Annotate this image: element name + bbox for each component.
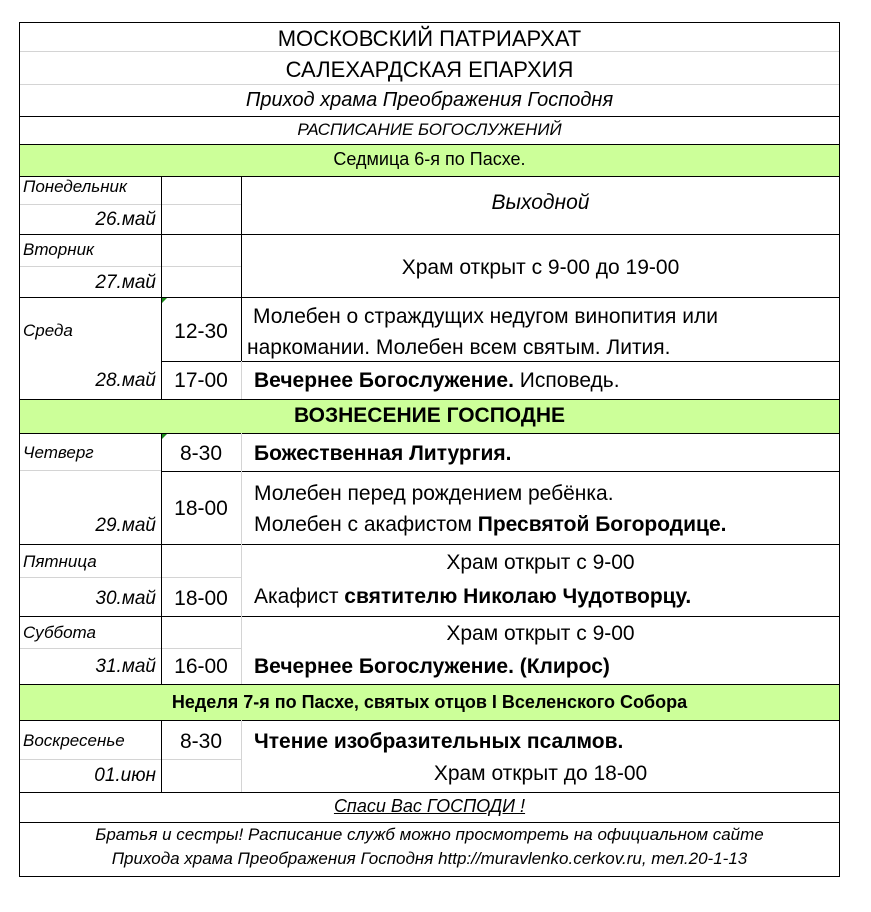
- wednesday-text2: [254, 369, 620, 393]
- wednesday-text2-rest: Исповедь.: [513, 369, 620, 392]
- thursday-text2b: [254, 513, 726, 537]
- sunday-label: Воскресенье: [23, 731, 125, 750]
- friday-text: [254, 585, 691, 609]
- patriarchate-title: МОСКОВСКИЙ ПАТРИАРХАТ: [277, 26, 582, 51]
- friday-text-plain: Акафист: [254, 585, 345, 608]
- tuesday-text: Храм открыт с 9-00 до 19-00: [401, 256, 680, 279]
- week2-label: Неделя 7-я по Пасхе, святых отцов I Вселенского Собора: [171, 692, 688, 712]
- sunday-open: Храм открыт до 18-00: [433, 762, 648, 785]
- schedule-sheet: [19, 22, 840, 877]
- friday-time: 18-00: [174, 587, 228, 610]
- monday-date: 26.май: [95, 209, 156, 230]
- saturday-time: 16-00: [174, 655, 228, 678]
- thursday-date: 29.май: [95, 515, 156, 536]
- saturday-text: Вечернее Богослужение. (Клирос): [254, 655, 610, 678]
- thursday-text2b-plain: Молебен с акафистом: [254, 513, 478, 536]
- wednesday-label: Среда: [23, 321, 73, 340]
- closing-blessing: Спаси Вас ГОСПОДИ !: [333, 796, 526, 816]
- monday-text: Выходной: [491, 191, 590, 214]
- friday-label: Пятница: [23, 552, 97, 571]
- thursday-label: Четверг: [23, 443, 94, 462]
- parish-title: Приход храма Преображения Господня: [245, 89, 614, 111]
- friday-open: Храм открыт с 9-00: [446, 551, 635, 574]
- wednesday-text2-bold: Вечернее Богослужение.: [254, 369, 514, 392]
- week1-label: Седмица 6-я по Пасхе.: [333, 149, 526, 169]
- feast-label: ВОЗНЕСЕНИЕ ГОСПОДНЕ: [294, 404, 565, 427]
- sunday-date: 01.июн: [94, 765, 156, 786]
- saturday-open: Храм открыт с 9-00: [446, 622, 635, 645]
- thursday-text2b-bold: Пресвятой Богородице.: [477, 513, 727, 536]
- thursday-text1: Божественная Литургия.: [254, 442, 512, 465]
- thursday-text2a: Молебен перед рождением ребёнка.: [254, 482, 614, 505]
- saturday-label: Суббота: [23, 623, 96, 642]
- thursday-time2: 18-00: [174, 497, 228, 520]
- tuesday-label: Вторник: [23, 240, 95, 259]
- wednesday-time2: 17-00: [174, 369, 228, 392]
- tuesday-date: 27.май: [95, 272, 156, 293]
- friday-text-bold: святителю Николаю Чудотворцу.: [344, 585, 692, 608]
- thursday-time1: 8-30: [179, 442, 223, 465]
- wednesday-text1a: Молебен о страждущих недугом винопития или: [253, 305, 718, 328]
- wednesday-text1b: наркомании. Молебен всем святым. Лития.: [247, 336, 671, 359]
- footer-line1: Братья и сестры! Расписание служб можно просмотреть на официальном сайте: [95, 825, 764, 844]
- monday-label: Понедельник: [23, 177, 128, 196]
- sunday-text: Чтение изобразительных псалмов.: [254, 730, 624, 753]
- saturday-date: 31.май: [95, 656, 156, 677]
- sunday-time: 8-30: [179, 730, 223, 753]
- schedule-title: РАСПИСАНИЕ БОГОСЛУЖЕНИЙ: [297, 120, 562, 139]
- wednesday-time1: 12-30: [174, 320, 228, 343]
- eparchy-title: САЛЕХАРДСКАЯ ЕПАРХИЯ: [285, 57, 574, 82]
- wednesday-date: 28.май: [95, 370, 156, 391]
- footer-line2: Прихода храма Преображения Господня http://muravlenko.cerkov.ru, тел.20-1-13: [111, 849, 748, 868]
- friday-date: 30.май: [95, 588, 156, 609]
